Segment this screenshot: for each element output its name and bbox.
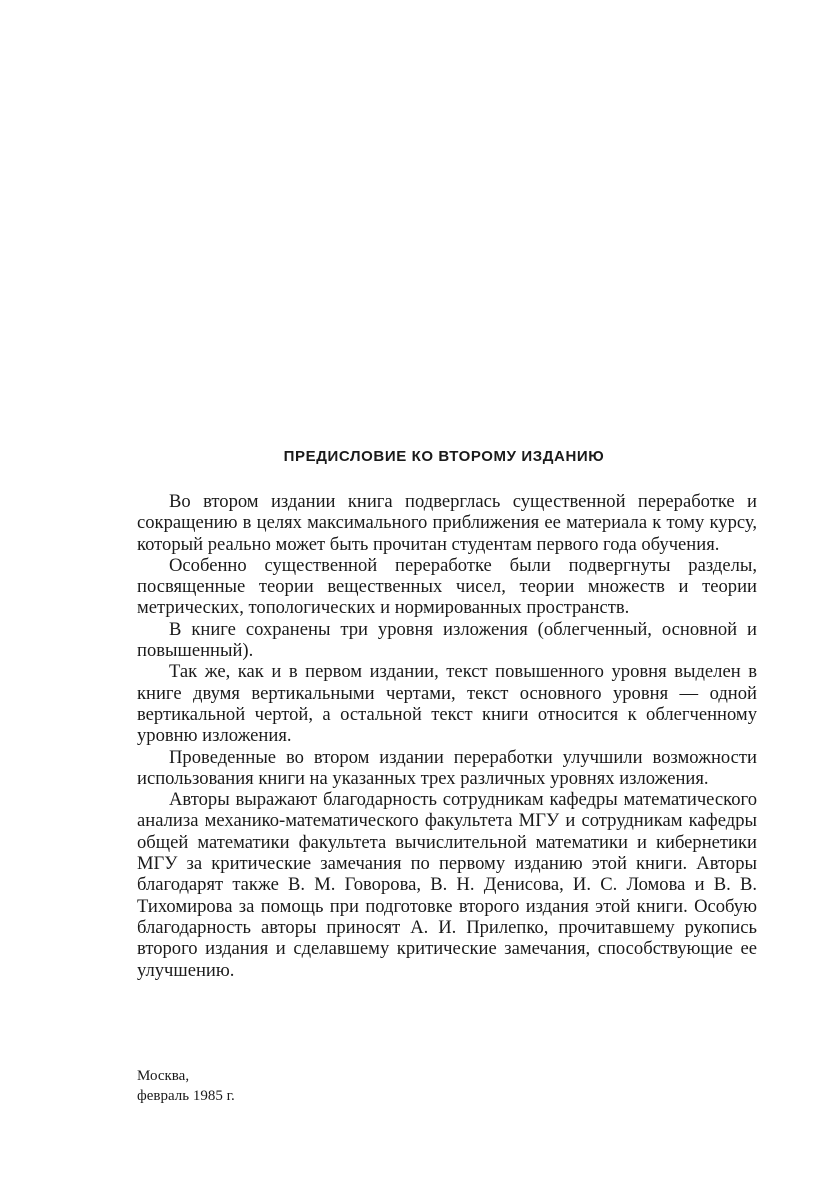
paragraph: Особенно существенной переработке были подвергнуты разделы, посвященные теории вещественных чисел, теории множеств и теории метрических, топологических и нормированных пространств. [137,554,757,619]
paragraph: Авторы выражают благодарность сотрудникам кафедры математического анализа механико-математического факультета МГУ и сотрудникам кафедры общей математики факультета вычислительной математики и кибернетики МГУ за критические замечания по первому изданию этой книги. Авторы благодарят также В. М. Говорова, В. Н. Денисова, И. С. Ломова и В. В. Тихомирова за помощь при подготовке второго издания этой книги. Особую благодарность авторы приносят А. И. Прилепко, прочитавшему рукопись второго издания и сделавшему критические замечания, способствующие ее улучшению. [137,789,757,981]
paragraph: Проведенные во втором издании переработки улучшили возможности использования книги на указанных трех различных уровнях изложения. [137,746,757,789]
signature-place: Москва, [137,1068,190,1084]
signature-date: февраль 1985 г. [137,1088,235,1104]
page-title: ПРЕДИСЛОВИЕ КО ВТОРОМУ ИЗДАНИЮ [283,448,605,465]
paragraph: В книге сохранены три уровня изложения (облегченный, основной и повышенный). [137,618,757,662]
preface-body [137,491,757,981]
paragraph: Во втором издании книга подверглась существенной переработке и сокращению в целях максимального приближения ее материала к тому курсу, который реально может быть прочитан студентам первого года обучения. [137,491,757,555]
signature-block [137,1066,235,1106]
paragraph: Так же, как и в первом издании, текст повышенного уровня выделен в книге двумя вертикальными чертами, текст основного уровня — одной вертикальной чертой, а остальной текст книги относится к облегченному уровню изложения. [137,661,757,747]
